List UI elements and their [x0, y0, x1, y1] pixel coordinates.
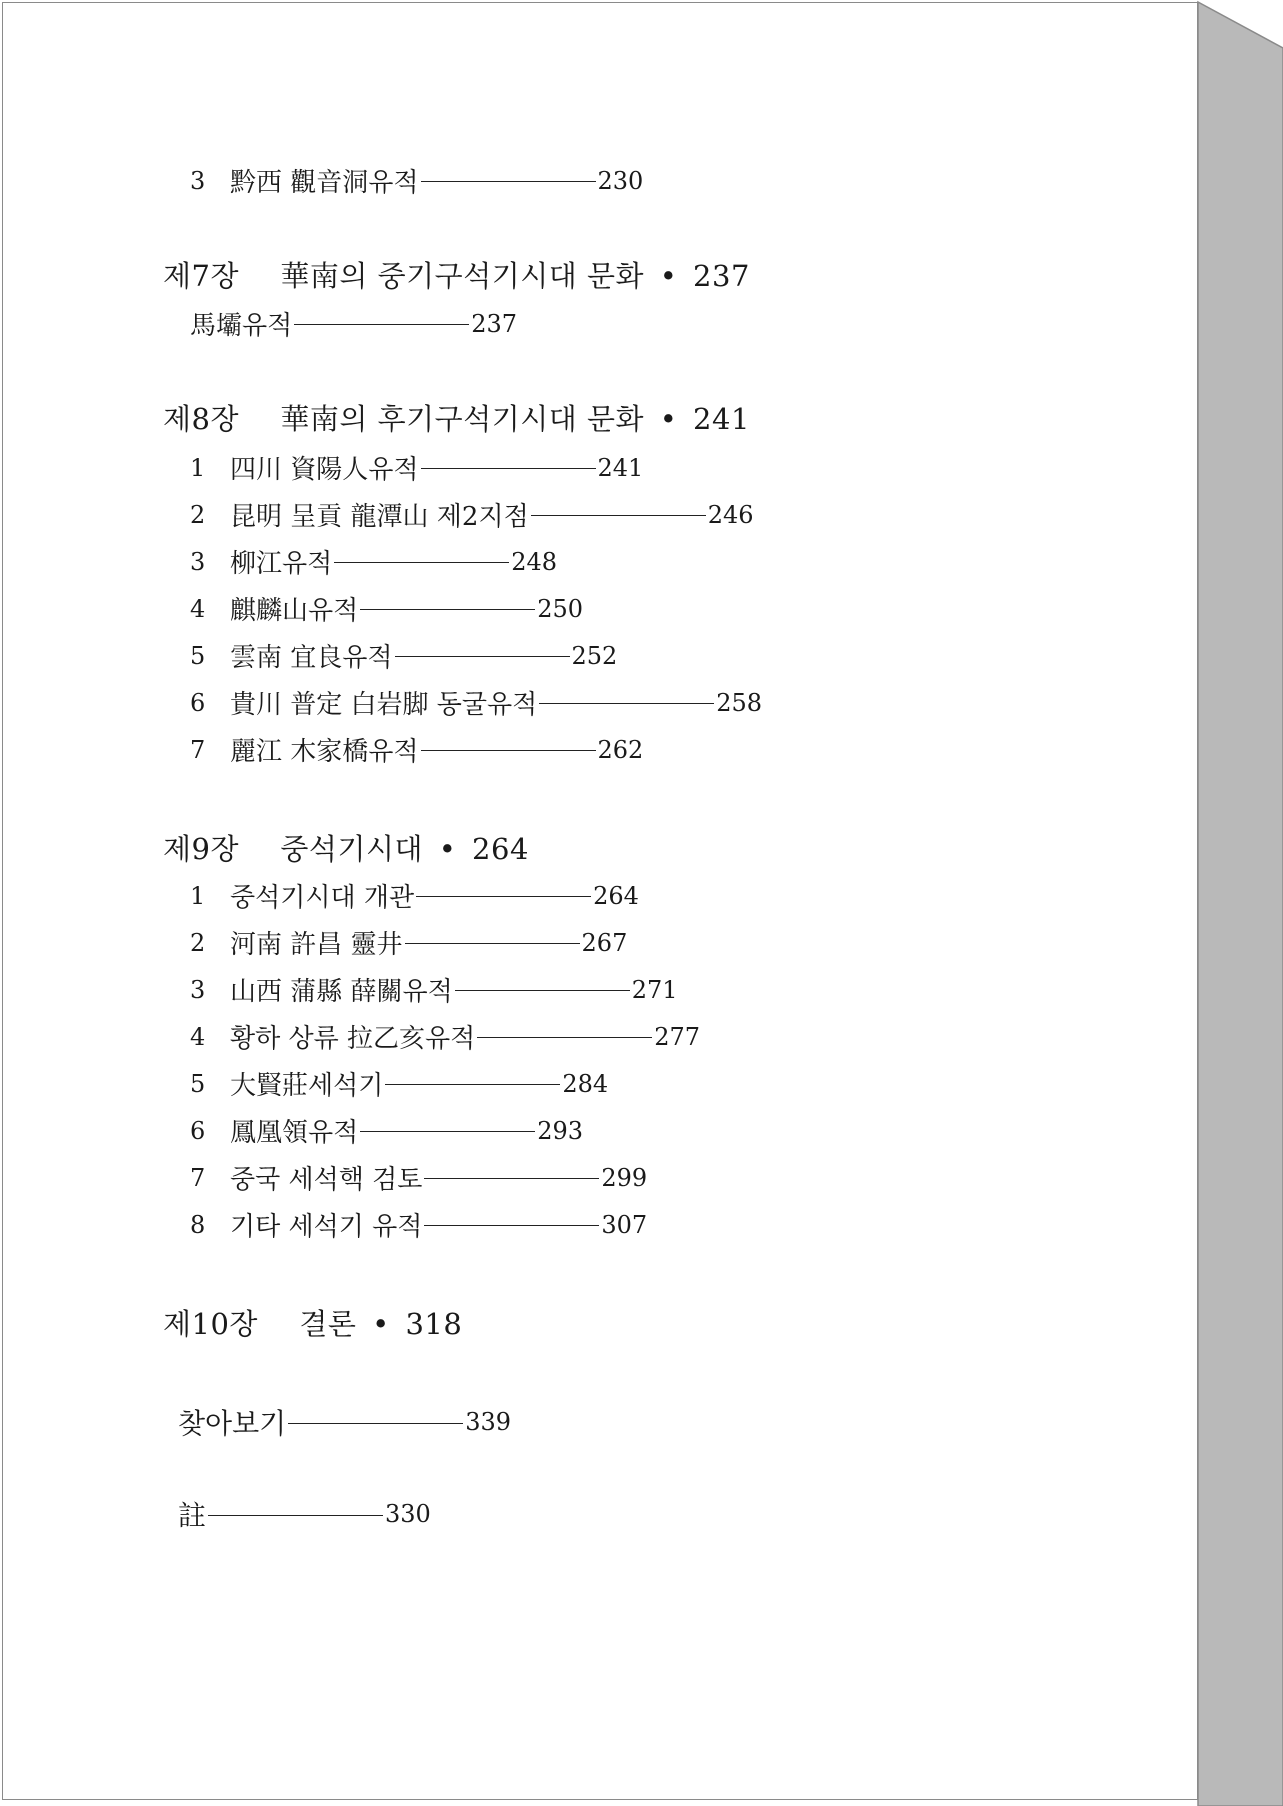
entry-title: 黔西 觀音洞유적 — [230, 168, 419, 198]
chapter-page: 241 — [693, 402, 750, 436]
entry-page: 271 — [631, 975, 678, 1004]
leader-line — [385, 1084, 560, 1085]
entry-number: 7 — [190, 1163, 206, 1192]
toc-entry[interactable] — [190, 162, 643, 199]
toc-entry[interactable] — [190, 1206, 647, 1243]
entry-page: 250 — [537, 594, 584, 623]
toc-entry[interactable] — [190, 637, 617, 674]
notes-entry[interactable] — [178, 1494, 431, 1534]
entry-number: 6 — [190, 688, 206, 717]
leader-line — [395, 656, 570, 657]
entry-title: 柳江유적 — [230, 549, 333, 579]
leader-line — [421, 750, 596, 751]
entry-number: 1 — [190, 881, 206, 910]
entry-number: 3 — [190, 166, 206, 195]
entry-number: 4 — [190, 594, 206, 623]
toc-entry[interactable] — [190, 1112, 583, 1149]
toc-entry[interactable] — [190, 543, 557, 580]
toc-entry[interactable] — [190, 1065, 608, 1102]
entry-title: 昆明 呈貢 龍潭山 제2지점 — [230, 502, 529, 532]
leader-line — [539, 703, 714, 704]
entry-number: 7 — [190, 735, 206, 764]
entry-page: 252 — [571, 641, 618, 670]
chapter-title: 결론 — [299, 1307, 357, 1341]
entry-title: 山西 蒲縣 薛關유적 — [230, 977, 453, 1007]
entry-number: 3 — [190, 547, 206, 576]
chapter-page: 237 — [693, 259, 750, 293]
entry-title: 찾아보기 — [178, 1407, 287, 1440]
leader-line — [531, 515, 706, 516]
toc-entry[interactable] — [190, 731, 643, 768]
entry-title: 중국 세석핵 검토 — [230, 1165, 423, 1195]
entry-number: 5 — [190, 1069, 206, 1098]
toc-entry[interactable] — [190, 924, 627, 961]
leader-line — [477, 1037, 652, 1038]
toc-entry[interactable] — [190, 305, 517, 342]
entry-number: 2 — [190, 928, 206, 957]
chapter-heading-7[interactable] — [163, 254, 750, 295]
bullet-separator: • — [438, 832, 457, 866]
toc-entry[interactable] — [190, 496, 754, 533]
leader-line — [455, 990, 630, 991]
entry-page: 307 — [601, 1210, 648, 1239]
chapter-label: 제10장 — [163, 1307, 258, 1341]
entry-page: 330 — [385, 1500, 431, 1528]
leader-line — [334, 562, 509, 563]
entry-page: 339 — [465, 1408, 512, 1436]
entry-page: 237 — [471, 309, 518, 338]
entry-number: 6 — [190, 1116, 206, 1145]
entry-page: 241 — [597, 453, 644, 482]
entry-title: 麒麟山유적 — [230, 596, 359, 626]
entry-number: 4 — [190, 1022, 206, 1051]
entry-title: 雲南 宜良유적 — [230, 643, 393, 673]
entry-page: 258 — [716, 688, 763, 717]
entry-title: 鳳凰領유적 — [230, 1118, 359, 1148]
chapter-heading-10[interactable] — [163, 1302, 462, 1343]
toc-entry[interactable] — [190, 449, 643, 486]
leader-line — [294, 324, 469, 325]
leader-line — [416, 896, 591, 897]
bullet-separator: • — [372, 1307, 390, 1341]
leader-line — [421, 468, 596, 469]
entry-title: 大賢莊세석기 — [230, 1071, 384, 1101]
entry-title: 麗江 木家橋유적 — [230, 737, 419, 767]
entry-title: 貴川 普定 白岩脚 동굴유적 — [230, 690, 538, 720]
chapter-title: 華南의 후기구석기시대 문화 — [280, 402, 644, 436]
chapter-title: 중석기시대 — [280, 832, 423, 866]
entry-title: 註 — [178, 1499, 207, 1532]
bullet-separator: • — [659, 259, 678, 293]
entry-page: 248 — [511, 547, 558, 576]
toc-entry[interactable] — [190, 1159, 647, 1196]
entry-page: 284 — [562, 1069, 609, 1098]
bullet-separator: • — [659, 402, 678, 436]
leader-line — [360, 1131, 535, 1132]
toc-entry[interactable] — [190, 590, 583, 627]
chapter-label: 제7장 — [163, 259, 239, 293]
spine-edge — [1198, 2, 1283, 1806]
entry-number: 1 — [190, 453, 206, 482]
entry-title: 기타 세석기 유적 — [230, 1212, 423, 1242]
leader-line — [360, 609, 535, 610]
entry-page: 267 — [581, 928, 628, 957]
toc-entry[interactable] — [190, 1018, 700, 1055]
entry-page: 277 — [654, 1022, 701, 1051]
leader-line — [405, 943, 580, 944]
entry-page: 262 — [597, 735, 644, 764]
entry-title: 河南 許昌 靈井 — [230, 930, 403, 960]
entry-title: 四川 資陽人유적 — [230, 455, 419, 485]
entry-page: 264 — [593, 881, 639, 910]
entry-number: 8 — [190, 1210, 206, 1239]
toc-entry[interactable] — [190, 877, 639, 914]
chapter-page: 264 — [472, 832, 529, 866]
entry-number: 5 — [190, 641, 206, 670]
chapter-title: 華南의 중기구석기시대 문화 — [280, 259, 644, 293]
entry-number: 3 — [190, 975, 206, 1004]
entry-title: 황하 상류 拉乙亥유적 — [230, 1024, 476, 1054]
entry-title: 馬壩유적 — [190, 311, 293, 341]
chapter-page: 318 — [405, 1307, 463, 1341]
chapter-heading-8[interactable] — [163, 397, 750, 438]
leader-line — [424, 1225, 599, 1226]
entry-number: 2 — [190, 500, 206, 529]
toc-entry[interactable] — [190, 684, 762, 721]
entry-title: 중석기시대 개관 — [230, 883, 415, 913]
entry-page: 230 — [597, 166, 644, 195]
chapter-heading-9[interactable] — [163, 827, 529, 868]
toc-entry[interactable] — [190, 971, 678, 1008]
chapter-label: 제8장 — [163, 402, 239, 436]
leader-line — [421, 181, 596, 182]
leader-line — [424, 1178, 599, 1179]
leader-line — [208, 1515, 383, 1516]
entry-page: 299 — [601, 1163, 648, 1192]
entry-page: 246 — [707, 500, 754, 529]
index-entry[interactable] — [178, 1402, 511, 1442]
chapter-label: 제9장 — [163, 832, 239, 866]
leader-line — [288, 1423, 463, 1424]
entry-page: 293 — [537, 1116, 584, 1145]
